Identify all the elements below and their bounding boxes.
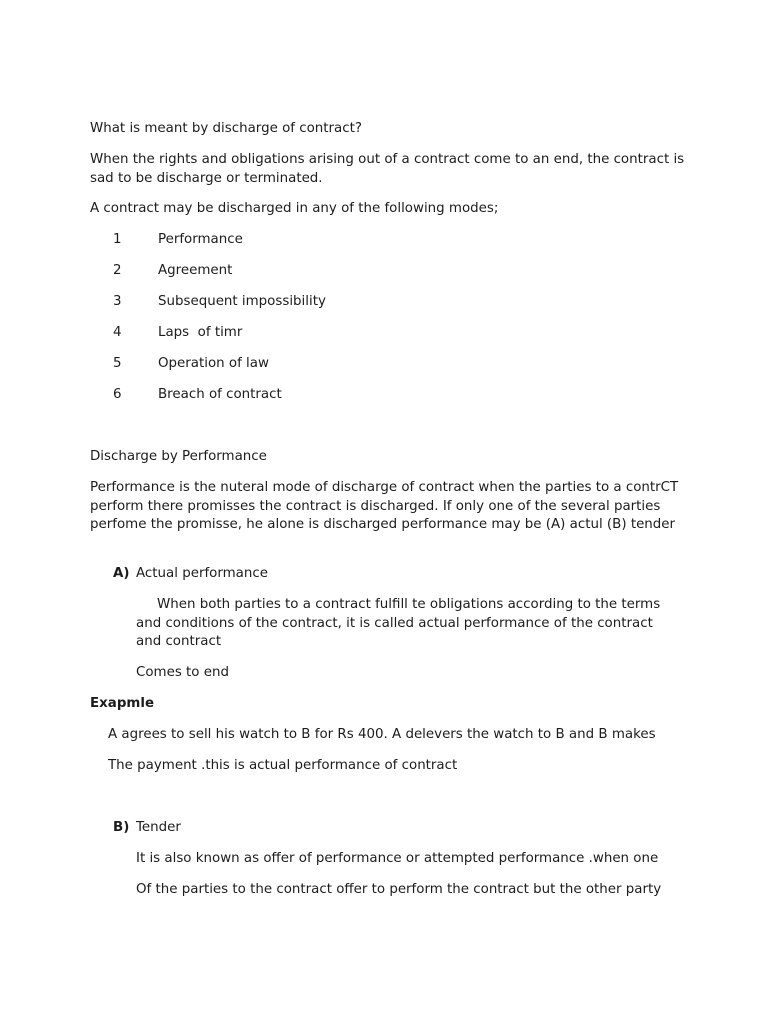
list-item-label: Agreement — [158, 263, 233, 278]
list-item-number: 1 — [113, 232, 122, 247]
question-heading: What is meant by discharge of contract? — [90, 121, 362, 136]
tender-line-2: Of the parties to the contract offer to perform the contract but the other party — [136, 882, 662, 897]
section-heading: Discharge by Performance — [90, 449, 267, 464]
performance-paragraph: Performance is the nuteral mode of discharge of contract when the parties to a contrCT perform there promisses the contract is discharged. If only one of the several parties perfome the promisse, he alone is discharged performance may be (A) actul (B) tender — [90, 480, 679, 532]
actual-performance-ending: Comes to end — [136, 665, 229, 680]
list-item-label: Subsequent impossibility — [158, 294, 326, 309]
list-item-number: 5 — [113, 356, 122, 371]
modes-intro: A contract may be discharged in any of the following modes; — [90, 201, 499, 216]
list-item-label: Performance — [158, 232, 243, 247]
list-item-number: 6 — [113, 387, 122, 402]
list-item-label: Operation of law — [158, 356, 269, 371]
list-item-number: 2 — [113, 263, 122, 278]
list-item-label: Breach of contract — [158, 387, 282, 402]
actual-performance-body: When both parties to a contract fulfill te obligations according to the terms and conditions of the contract, it is called actual performance of the contract and contract — [136, 597, 661, 649]
item-title: Actual performance — [136, 566, 268, 581]
tender-line-1: It is also known as offer of performance or attempted performance .when one — [136, 851, 659, 866]
list-item-number: 3 — [113, 294, 122, 309]
item-marker: B) — [113, 820, 130, 835]
list-item-number: 4 — [113, 325, 122, 340]
example-line-1: A agrees to sell his watch to B for Rs 400. A delevers the watch to B and B makes — [108, 727, 656, 742]
example-line-2: The payment .this is actual performance of contract — [108, 758, 458, 773]
definition-paragraph: When the rights and obligations arising out of a contract come to an end, the contract is sad to be discharge or terminated. — [90, 152, 685, 186]
list-item-label: Laps of timr — [158, 325, 243, 340]
item-title: Tender — [136, 820, 181, 835]
example-heading: Exapmle — [90, 696, 155, 711]
item-marker: A) — [113, 566, 130, 581]
